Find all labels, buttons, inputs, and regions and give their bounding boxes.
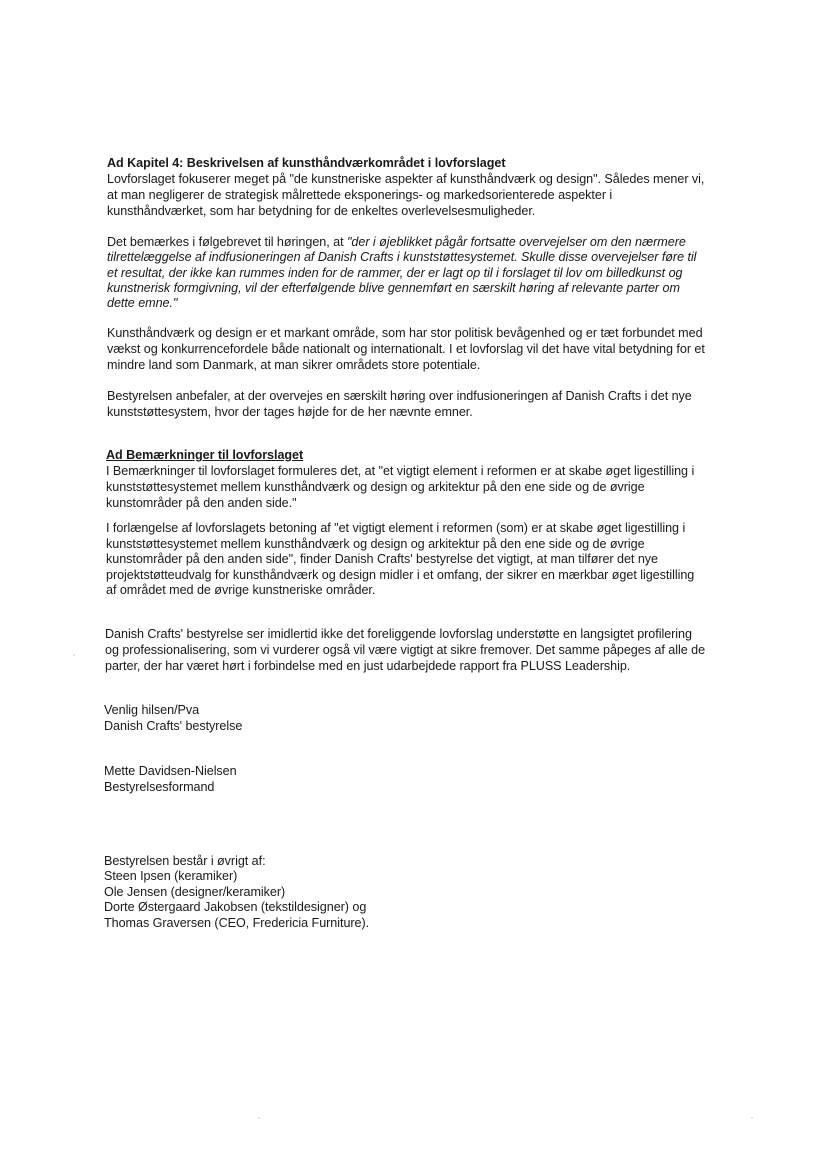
paragraph-line: Kunsthåndværk og design er et markant område, som har stor politisk bevågenhed og er tæt forbundet med (107, 326, 703, 340)
members-intro: Bestyrelsen består i øvrigt af: (104, 854, 266, 868)
quote-line: tilrettelæggelse af indfusioneringen af Danish Crafts i kunststøttesystemet. Skulle disse overvejelser føre til (107, 250, 697, 264)
scan-speck (751, 1117, 753, 1119)
signer-name: Mette Davidsen-Nielsen (104, 764, 237, 778)
paragraph-line: parter, der har været hørt i forbindelse med en just udarbejdede rapport fra PLUSS Leadership. (105, 659, 631, 673)
paragraph-line: I Bemærkninger til lovforslaget formuleres det, at "et vigtigt element i reformen er at skabe øget ligestilling i (106, 464, 695, 478)
closing-greeting: Venlig hilsen/Pva (104, 703, 200, 717)
paragraph-intro-text: Det bemærkes i følgebrevet til høringen, at (107, 235, 347, 249)
paragraph-line: Danish Crafts' bestyrelse ser imidlertid ikke det foreliggende lovforslag understøtte en langsigtet profilering (105, 627, 692, 641)
paragraph-line: vækst og konkurrencefordele både nationalt og internationalt. I et lovforslag vil det have vital betydning for et (107, 342, 705, 356)
quote-line: dette emne." (107, 296, 178, 310)
section-heading-bemaerkninger: Ad Bemærkninger til lovforslaget (106, 448, 304, 462)
quote-line: kunstnerisk formgivning, vil der efterfølgende blive gennemført en særskilt høring af relevante parter om (107, 281, 680, 295)
paragraph-line: kunststøttesystemet mellem kunsthåndværk og design og arkitektur på den ene side og de øvrige (106, 537, 645, 551)
paragraph-line: kunststøttesystemet mellem kunsthåndværk og design og arkitektur på den ene side og de øvrige (106, 480, 645, 494)
quote-text: "der i øjeblikket pågår fortsatte overvejelser om den nærmere (346, 235, 686, 249)
member-item: Thomas Graversen (CEO, Fredericia Furniture). (104, 916, 370, 930)
scan-speck (73, 654, 75, 656)
member-item: Ole Jensen (designer/keramiker) (104, 885, 286, 899)
paragraph-line: kunstområder på den anden side." (106, 496, 297, 510)
paragraph-line: Lovforslaget fokuserer meget på "de kunstneriske aspekter af kunsthåndværk og design". Således mener vi, (107, 172, 705, 186)
paragraph-line: af området med de øvrige kunstneriske områder. (106, 583, 376, 597)
paragraph-line: og professionalisering, som vi vurderer også vil være vigtigt at sikre fremover. Det samme påpeges af alle de (105, 643, 706, 657)
paragraph-line: Bestyrelsen anbefaler, at der overvejes en særskilt høring over indfusioneringen af Danish Crafts i det nye (107, 389, 692, 403)
paragraph-line: mindre land som Danmark, at man sikrer områdets store potentiale. (107, 358, 481, 372)
paragraph-line: at man negligerer de strategisk målrettede eksponerings- og markedsorienterede aspekter i (107, 188, 613, 202)
paragraph-line (107, 234, 686, 250)
paragraph-line: kunstområder på den anden side", finder Danish Crafts' bestyrelse det vigtigt, at man tilfører det nye (106, 552, 658, 566)
paragraph-line: I forlængelse af lovforslagets betoning af "et vigtigt element i reformen (som) er at skabe øget ligestilling i (106, 521, 686, 535)
paragraph-line: kunsthåndværket, som har betydning for de enkeltes overlevelsesmuligheder. (107, 204, 536, 218)
quote-line: et resultat, der ikke kan rummes inden for de rammer, der er lagt op til i forslaget til lov om billedkunst og (107, 266, 683, 280)
member-item: Dorte Østergaard Jakobsen (tekstildesigner) og (104, 900, 367, 914)
signer-title: Bestyrelsesformand (104, 780, 215, 794)
scan-speck (258, 1117, 260, 1119)
section-heading-kapitel-4: Ad Kapitel 4: Beskrivelsen af kunsthåndværkområdet i lovforslaget (107, 156, 506, 170)
member-item: Steen Ipsen (keramiker) (104, 869, 238, 883)
paragraph-line: kunststøttesystem, hvor der tages højde for de her nævnte emner. (107, 405, 473, 419)
paragraph-line: projektstøtteudvalg for kunsthåndværk og design midler i et omfang, der sikrer en mærkbar øget ligestilling (106, 568, 695, 582)
closing-from: Danish Crafts' bestyrelse (104, 719, 243, 733)
